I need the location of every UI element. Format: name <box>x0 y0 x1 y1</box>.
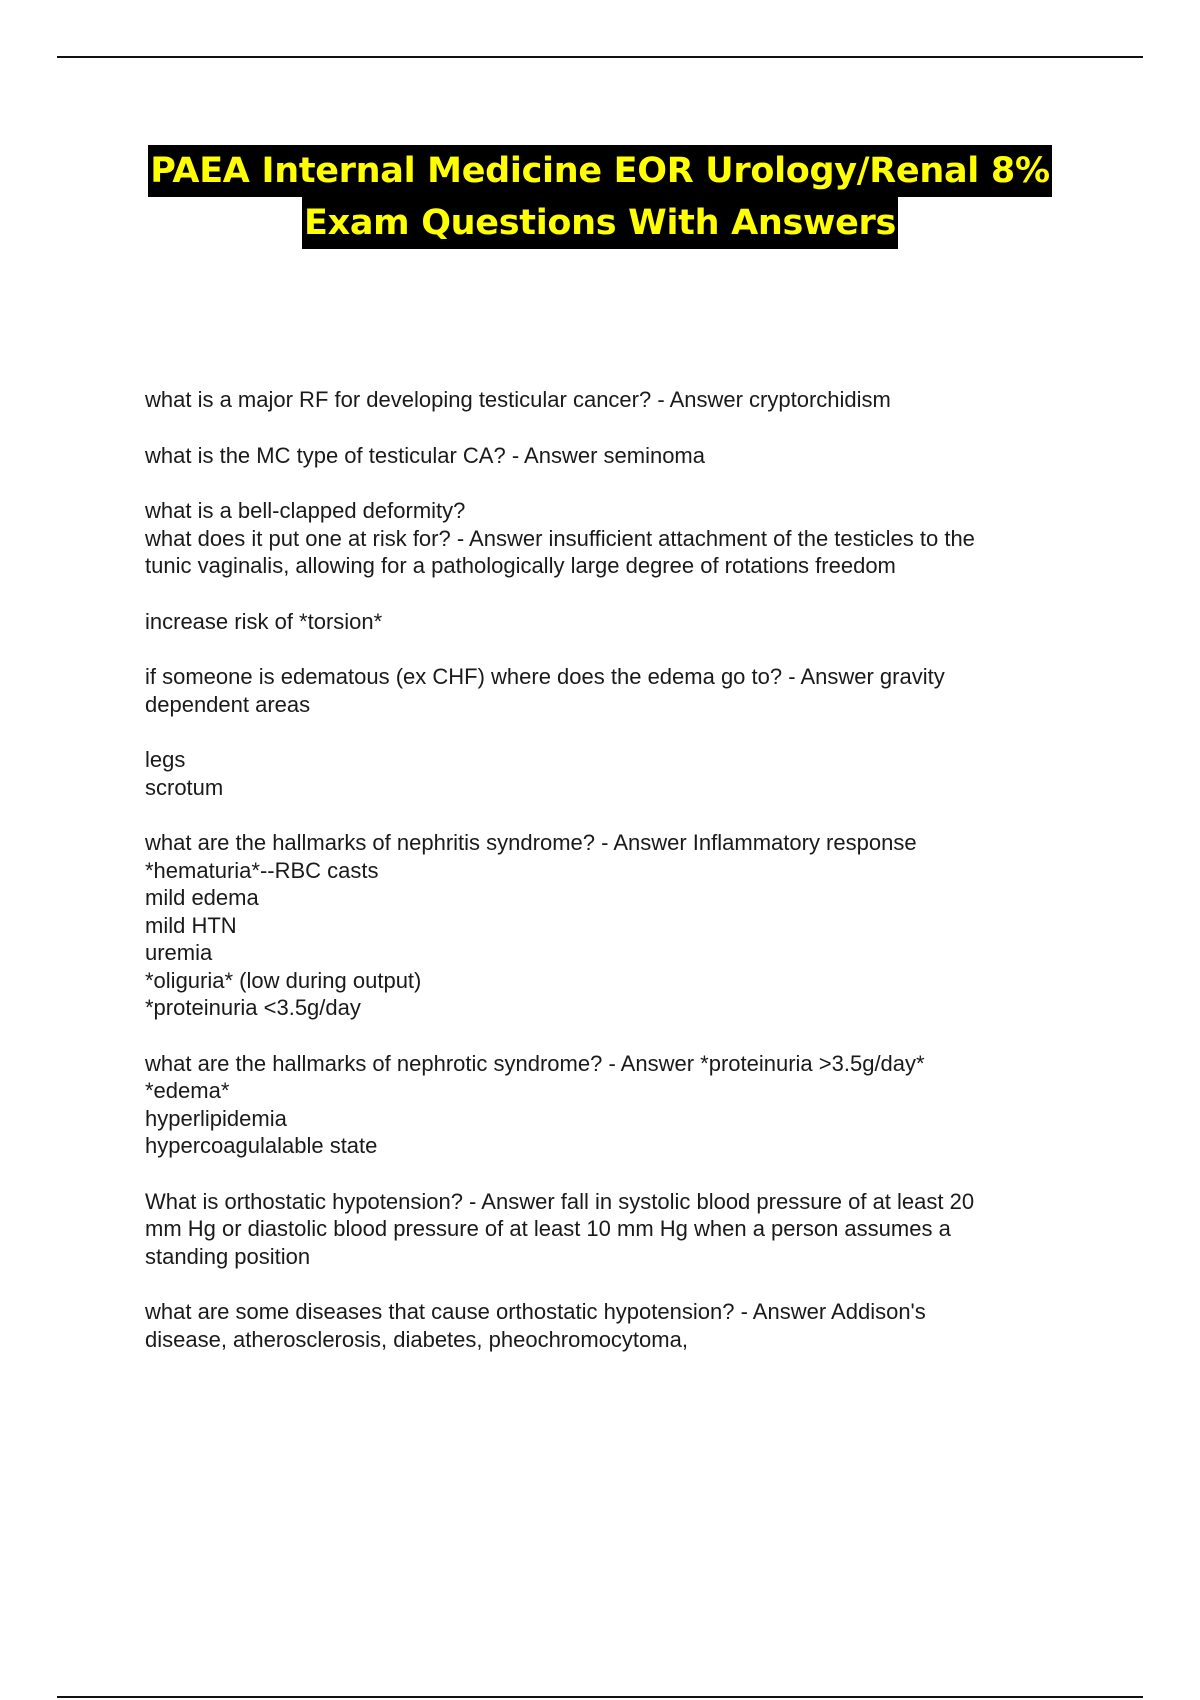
text-line: what are the hallmarks of nephrotic syndrome? - Answer *proteinuria >3.5g/day* <box>145 1050 925 1076</box>
text-line: what does it put one at risk for? - Answer insufficient attachment of the testicles to the <box>145 525 975 551</box>
qa-block <box>145 829 1075 1022</box>
text-line: legs <box>145 747 186 772</box>
qa-block <box>145 608 1075 636</box>
text-line: what is a major RF for developing testicular cancer? - Answer cryptorchidism <box>145 387 891 412</box>
text-line: mild edema <box>145 885 259 910</box>
qa-block <box>145 386 1075 414</box>
text-line: uremia <box>145 940 213 965</box>
text-line: *oliguria* (low during output) <box>145 967 422 993</box>
text-line: hypercoagulalable state <box>145 1133 378 1158</box>
text-line: scrotum <box>145 774 224 800</box>
qa-block <box>145 1188 1075 1271</box>
text-line: *hematuria*--RBC casts <box>145 857 379 883</box>
text-line: hyperlipidemia <box>145 1105 287 1131</box>
text-line: dependent areas <box>145 691 311 717</box>
qa-block <box>145 1050 1075 1160</box>
text-line: mild HTN <box>145 912 237 938</box>
document-title <box>0 145 1200 249</box>
bottom-rule <box>57 1696 1143 1698</box>
text-line: disease, atherosclerosis, diabetes, pheochromocytoma, <box>145 1326 688 1352</box>
qa-block <box>145 497 1075 580</box>
text-line: standing position <box>145 1243 311 1269</box>
text-line: what are the hallmarks of nephritis syndrome? - Answer Inflammatory response <box>145 830 917 855</box>
text-line: What is orthostatic hypotension? - Answer fall in systolic blood pressure of at least 20 <box>145 1188 975 1214</box>
qa-block <box>145 442 1075 470</box>
text-line: if someone is edematous (ex CHF) where does the edema go to? - Answer gravity <box>145 664 945 689</box>
qa-block <box>145 663 1075 718</box>
text-line: increase risk of *torsion* <box>145 608 383 634</box>
top-rule <box>57 56 1143 58</box>
text-line: what is the MC type of testicular CA? - Answer seminoma <box>145 442 705 468</box>
qa-content <box>145 386 1075 1381</box>
text-line: *edema* <box>145 1078 230 1103</box>
title-line-1: PAEA Internal Medicine EOR Urology/Renal 8% <box>148 145 1051 197</box>
text-line: *proteinuria <3.5g/day <box>145 995 361 1020</box>
text-line: mm Hg or diastolic blood pressure of at least 10 mm Hg when a person assumes a <box>145 1216 951 1241</box>
text-line: what are some diseases that cause orthostatic hypotension? - Answer Addison's <box>145 1299 926 1324</box>
title-line-2: Exam Questions With Answers <box>302 197 898 249</box>
qa-block <box>145 746 1075 801</box>
qa-block <box>145 1298 1075 1353</box>
text-line: tunic vaginalis, allowing for a pathologically large degree of rotations freedom <box>145 553 896 578</box>
text-line: what is a bell-clapped deformity? <box>145 498 466 523</box>
